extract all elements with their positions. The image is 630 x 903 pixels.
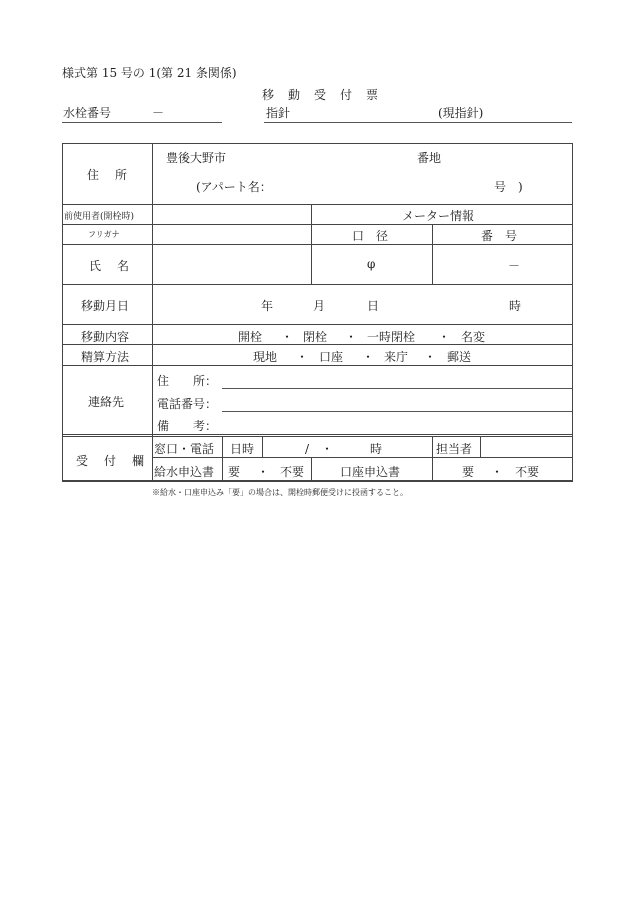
caliber-phi-symbol: φ	[367, 257, 376, 271]
account-required-option[interactable]: 要	[462, 465, 475, 479]
separator-dot: ・	[257, 465, 270, 479]
name-label: 氏 名	[89, 259, 132, 273]
previous-user-label: 前使用者(開栓時)	[64, 212, 135, 222]
caliber-field[interactable]	[313, 246, 430, 283]
option-open-tap[interactable]: 開栓	[238, 330, 263, 344]
furigana-field[interactable]	[154, 226, 309, 243]
contact-phone-field[interactable]	[222, 411, 572, 412]
option-name-change[interactable]: 名変	[461, 330, 486, 344]
option-close-tap[interactable]: 閉栓	[303, 330, 328, 344]
water-supply-not-required-option[interactable]: 不要	[280, 465, 305, 479]
meter-info-title: メーター情報	[402, 209, 475, 223]
meter-reading-label: 指針	[266, 106, 291, 120]
address-banchi: 番地	[417, 151, 442, 165]
current-reading-label: (現指針)	[438, 106, 484, 120]
previous-user-field[interactable]	[154, 206, 309, 223]
separator-dot: ・	[424, 350, 437, 364]
option-temp-close-tap[interactable]: 一時閉栓	[367, 330, 416, 344]
move-date-field[interactable]	[154, 286, 570, 323]
reception-label: 受 付 欄	[76, 454, 147, 468]
meter-number-field[interactable]	[434, 246, 570, 283]
apartment-name-label: (アパート名：	[196, 180, 272, 194]
water-tap-number-label: 水栓番号	[63, 106, 112, 120]
window-phone-label: 窓口・電話	[154, 442, 215, 456]
separator-dot: ・	[345, 330, 358, 344]
water-supply-application-label: 給水申込書	[154, 465, 215, 479]
reception-hour: 時	[370, 442, 383, 456]
water-tap-number-dash: －	[152, 106, 165, 120]
meter-reading-field[interactable]	[264, 122, 572, 123]
contact-label: 連絡先	[88, 395, 125, 409]
water-tap-number-field[interactable]	[62, 122, 222, 123]
contact-remarks-label: 備 考：	[157, 419, 218, 433]
meter-number-dash: －	[508, 259, 521, 273]
account-application-label: 口座申込書	[340, 465, 401, 479]
address-city: 豊後大野市	[166, 151, 227, 165]
separator-dot: ・	[491, 465, 504, 479]
form-title: 移 動 受 付 票	[262, 88, 380, 102]
option-mail[interactable]: 郵送	[447, 350, 472, 364]
water-supply-required-option[interactable]: 要	[228, 465, 241, 479]
furigana-label: フリガナ	[88, 230, 120, 239]
option-bank-account[interactable]: 口座	[319, 350, 344, 364]
meter-number-label: 番 号	[481, 229, 518, 243]
reception-datetime-label: 日時	[230, 442, 255, 456]
move-date-label: 移動月日	[81, 299, 130, 313]
settlement-label: 精算方法	[81, 350, 130, 364]
account-not-required-option[interactable]: 不要	[515, 465, 540, 479]
contact-address-field[interactable]	[222, 388, 572, 389]
staff-field[interactable]	[482, 438, 570, 456]
option-on-site[interactable]: 現地	[253, 350, 278, 364]
option-visit-office[interactable]: 来庁	[384, 350, 409, 364]
separator-dot: ・	[296, 350, 309, 364]
move-date-month: 月	[313, 299, 326, 313]
separator-dot: ・	[281, 330, 294, 344]
contact-phone-label: 電話番号：	[157, 397, 218, 411]
form-number: 様式第 15 号の 1(第 21 条関係)	[62, 66, 237, 80]
separator-dot: ・	[362, 350, 375, 364]
address-input-area[interactable]	[154, 145, 570, 202]
apartment-go-close: 号 )	[494, 180, 523, 194]
footnote: ※給水・口座申込み「要」の場合は、開栓時郵便受けに投函すること。	[152, 488, 408, 497]
contact-remarks-field[interactable]	[222, 414, 570, 433]
reception-datetime-field[interactable]	[264, 438, 430, 456]
move-date-year: 年	[261, 299, 274, 313]
separator-dot: ・	[438, 330, 451, 344]
address-label: 住 所	[87, 168, 130, 182]
name-field[interactable]	[154, 246, 309, 283]
move-date-hour: 時	[509, 299, 522, 313]
reception-datetime-separator: / ・	[305, 442, 334, 456]
move-date-day: 日	[367, 299, 380, 313]
caliber-label: 口 径	[352, 229, 389, 243]
staff-label: 担当者	[436, 442, 473, 456]
contact-address-label: 住 所：	[157, 374, 218, 388]
move-content-label: 移動内容	[81, 330, 130, 344]
